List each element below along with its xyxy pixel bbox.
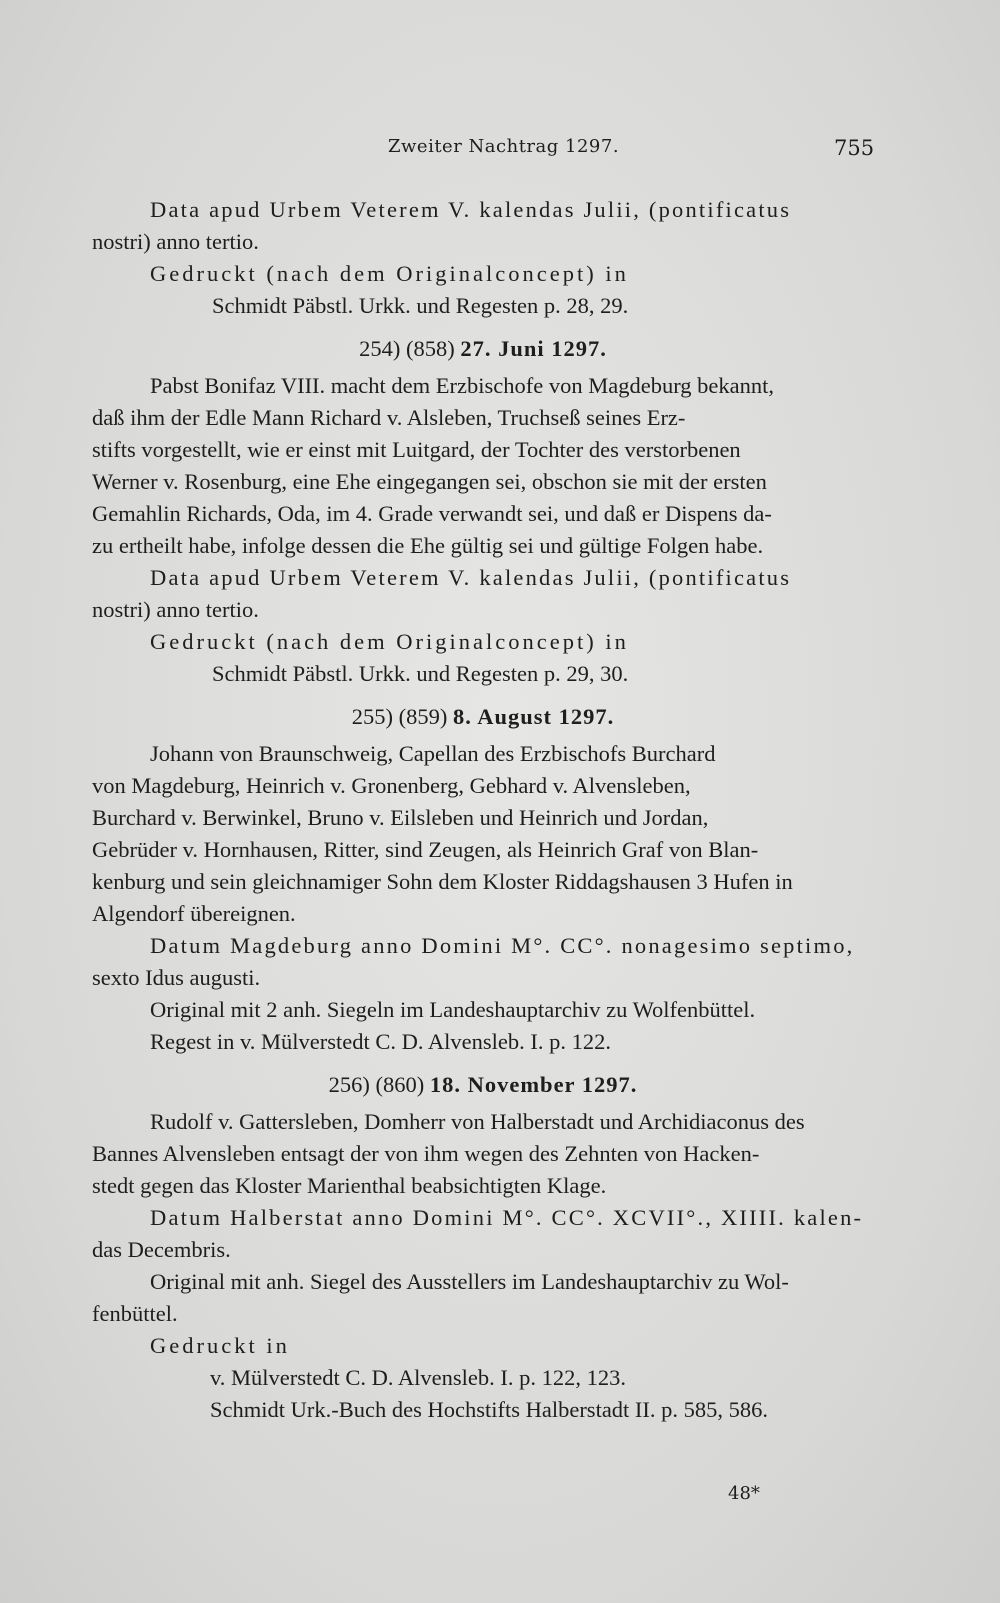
- entry-line: Gemahlin Richards, Oda, im 4. Grade verwandt sei, und daß er Dispens da-: [92, 501, 772, 526]
- entry-continuation: [92, 194, 874, 322]
- entry-line: Johann von Braunschweig, Capellan des Erzbischofs Burchard: [150, 741, 716, 766]
- entry-line: Werner v. Rosenburg, eine Ehe eingegangen sei, obschon sie mit der ersten: [92, 469, 767, 494]
- signature-mark: 48*: [728, 1483, 760, 1504]
- entry-line: Original mit anh. Siegel des Ausstellers im Landeshauptarchiv zu Wol-: [150, 1269, 789, 1294]
- entry-line: nostri) anno tertio.: [92, 229, 259, 254]
- entry-line: Rudolf v. Gattersleben, Domherr von Halberstadt und Archidiaconus des: [150, 1109, 805, 1134]
- entry-line: Datum Halberstat anno Domini M°. CC°. XCVII°., XIIII. kalen-: [150, 1205, 864, 1230]
- running-header: [0, 136, 1000, 166]
- entry-line: sexto Idus augusti.: [92, 965, 261, 990]
- entry-line: Data apud Urbem Veterem V. kalendas Julii, (pontificatus: [150, 197, 792, 222]
- entry-line: Data apud Urbem Veterem V. kalendas Julii, (pontificatus: [150, 565, 792, 590]
- entry-line: v. Mülverstedt C. D. Alvensleb. I. p. 122, 123.: [210, 1365, 627, 1390]
- entry-line: daß ihm der Edle Mann Richard v. Alsleben, Truchseß seines Erz-: [92, 405, 686, 430]
- entry-line: nostri) anno tertio.: [92, 597, 259, 622]
- entry-line: Algendorf übereignen.: [92, 901, 296, 926]
- entry-line: Bannes Alvensleben entsagt der von ihm wegen des Zehnten von Hacken-: [92, 1141, 760, 1166]
- page-body: [92, 194, 874, 1426]
- page-number: 755: [834, 136, 875, 160]
- entry-number: 255) (859): [351, 704, 448, 729]
- entry-line: Gedruckt in: [150, 1333, 290, 1358]
- running-title: Zweiter Nachtrag 1297.: [388, 136, 620, 157]
- entry-line: Schmidt Päbstl. Urkk. und Regesten p. 28, 29.: [212, 293, 629, 318]
- entry-line: kenburg und sein gleichnamiger Sohn dem Kloster Riddagshausen 3 Hufen in: [92, 869, 793, 894]
- entry-date: 8. August 1297.: [452, 704, 615, 729]
- entry-line: Gedruckt (nach dem Originalconcept) in: [150, 261, 629, 286]
- entry-line: Schmidt Päbstl. Urkk. und Regesten p. 29, 30.: [212, 661, 629, 686]
- entry-line: Datum Magdeburg anno Domini M°. CC°. nonagesimo septimo,: [150, 933, 855, 958]
- entry-line: von Magdeburg, Heinrich v. Gronenberg, Gebhard v. Alvensleben,: [92, 773, 691, 798]
- entry-heading: [92, 1058, 874, 1106]
- entry-date: 27. Juni 1297.: [460, 336, 607, 361]
- entry-line: Schmidt Urk.-Buch des Hochstifts Halberstadt II. p. 585, 586.: [210, 1397, 769, 1422]
- entry-254: [92, 322, 874, 690]
- entry-line: zu ertheilt habe, infolge dessen die Ehe gültig sei und gültige Folgen habe.: [92, 533, 764, 558]
- entry-date: 18. November 1297.: [429, 1072, 638, 1097]
- entry-256: [92, 1058, 874, 1426]
- entry-heading: [92, 690, 874, 738]
- entry-line: Gebrüder v. Hornhausen, Ritter, sind Zeugen, als Heinrich Graf von Blan-: [92, 837, 759, 862]
- entry-heading: [92, 322, 874, 370]
- entry-line: Burchard v. Berwinkel, Bruno v. Eilsleben und Heinrich und Jordan,: [92, 805, 709, 830]
- entry-line: Gedruckt (nach dem Originalconcept) in: [150, 629, 629, 654]
- entry-line: Pabst Bonifaz VIII. macht dem Erzbischofe von Magdeburg bekannt,: [150, 373, 775, 398]
- entry-line: Original mit 2 anh. Siegeln im Landeshauptarchiv zu Wolfenbüttel.: [150, 997, 756, 1022]
- entry-number: 256) (860): [328, 1072, 425, 1097]
- entry-number: 254) (858): [359, 336, 455, 361]
- entry-255: [92, 690, 874, 1058]
- entry-line: stifts vorgestellt, wie er einst mit Luitgard, der Tochter des verstorbenen: [92, 437, 741, 462]
- entry-line: Regest in v. Mülverstedt C. D. Alvensleb. I. p. 122.: [150, 1029, 611, 1054]
- entry-line: fenbüttel.: [92, 1301, 178, 1326]
- entry-line: stedt gegen das Kloster Marienthal beabsichtigten Klage.: [92, 1173, 607, 1198]
- entry-line: das Decembris.: [92, 1237, 231, 1262]
